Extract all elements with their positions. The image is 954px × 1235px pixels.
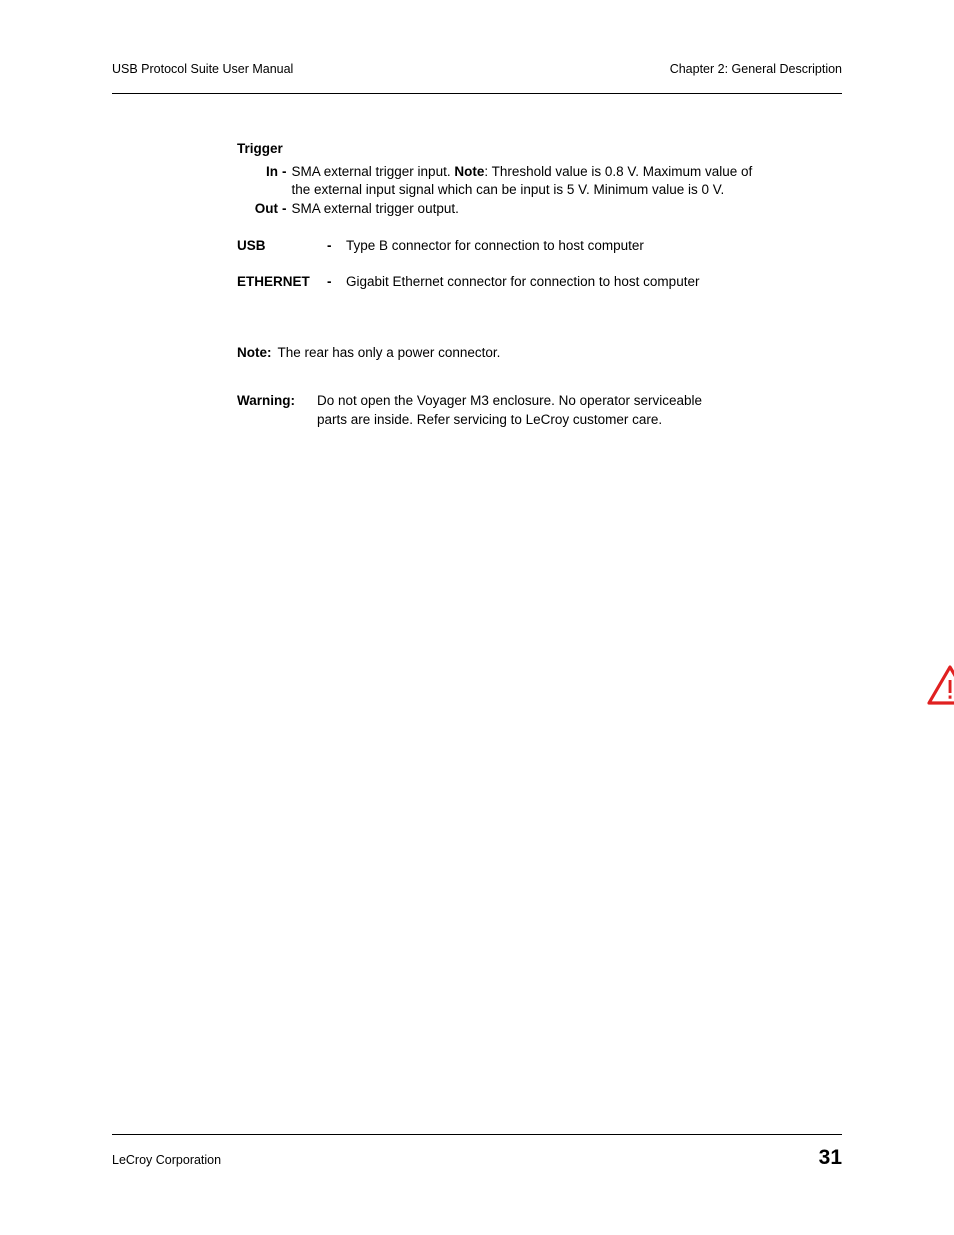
- warning-text-line2: parts are inside. Refer servicing to LeCroy customer care.: [317, 412, 663, 427]
- trigger-heading: Trigger: [237, 141, 283, 156]
- page-header: [112, 62, 842, 77]
- trigger-in-label: In: [266, 163, 278, 179]
- usb-text: Type B connector for connection to host computer: [346, 237, 644, 253]
- footer-divider: [112, 1134, 842, 1135]
- usb-row: [237, 237, 842, 256]
- trigger-in-note-word: Note: [454, 163, 485, 179]
- header-title-left: USB Protocol Suite User Manual: [112, 62, 294, 76]
- page-number: 31: [818, 1146, 842, 1169]
- ethernet-text: Gigabit Ethernet connector for connection to host computer: [346, 274, 700, 290]
- warning-text-line1: Do not open the Voyager M3 enclosure. No operator serviceable: [317, 393, 702, 409]
- note-text: The rear has only a power connector.: [277, 344, 501, 360]
- ethernet-row: [237, 273, 842, 292]
- warning-triangle-icon: [927, 664, 954, 706]
- warning-row: [237, 392, 842, 429]
- trigger-out-text: SMA external trigger output.: [291, 200, 459, 216]
- warning-label: [237, 392, 295, 411]
- warning-label-word: Warning: [237, 393, 291, 409]
- note-label: Note:: [237, 344, 272, 360]
- trigger-out-row: [237, 200, 842, 219]
- warning-label-colon: :: [290, 393, 295, 409]
- trigger-in-text-part1: SMA external trigger input.: [291, 163, 455, 179]
- trigger-in-dash: -: [282, 163, 287, 179]
- usb-label: USB: [237, 237, 266, 253]
- trigger-in-text-line2: the external input signal which can be input is 5 V. Minimum value is 0 V.: [291, 182, 725, 198]
- trigger-out-label: Out: [254, 200, 278, 216]
- note-row: [237, 344, 842, 363]
- ethernet-dash: -: [327, 274, 332, 290]
- trigger-in-text: [292, 163, 843, 200]
- header-divider: [112, 93, 842, 94]
- trigger-in-text-part2: : Threshold value is 0.8 V. Maximum value of: [484, 163, 753, 179]
- warning-text: [317, 392, 702, 429]
- header-title-right: Chapter 2: General Description: [669, 62, 842, 76]
- usb-dash: -: [327, 237, 332, 253]
- trigger-in-row: [237, 163, 842, 200]
- ethernet-label: ETHERNET: [237, 274, 310, 290]
- page-footer: [112, 1146, 842, 1170]
- footer-company: LeCroy Corporation: [112, 1153, 222, 1167]
- page-content: [112, 140, 842, 430]
- trigger-out-dash: -: [282, 200, 287, 216]
